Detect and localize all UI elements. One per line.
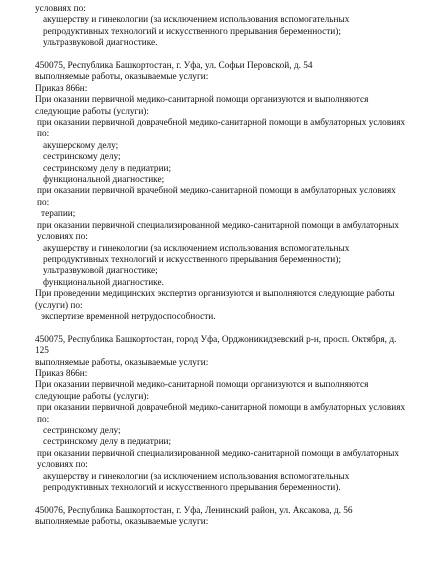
document-line: сестринскому делу в педиатрии; (43, 437, 172, 448)
document-line: сестринскому делу; (43, 426, 121, 436)
document-line: условиях по: (35, 4, 86, 14)
block-spacer (35, 50, 410, 61)
document-line: 450075, Республика Башкортостан, город Уфа, Орджоникидзевский р-н, просп. Октября, д. 125 (35, 334, 399, 357)
document-line: при оказании первичной специализированной медико-санитарной помощи в амбулаторных условиях по: (37, 220, 402, 243)
document-line: при оказании первичной доврачебной медико-санитарной помощи в амбулаторных условиях по: (37, 118, 408, 140)
document-line: выполняемые работы, оказываемые услуги: (35, 517, 209, 528)
document-line: при оказании первичной специализированной медико-санитарной помощи в амбулаторных условиях по: (37, 448, 402, 471)
address-block (35, 61, 410, 323)
document-line: терапии; (41, 209, 76, 220)
document-line: функциональной диагностике; (43, 175, 165, 186)
document-line: При проведении медицинских экспертиз организуются и выполняются следующие работы (услуги) по: (35, 289, 397, 311)
document-line: 450075, Республика Башкортостан, г. Уфа, ул. Софьи Перовской, д. 54 (35, 61, 313, 72)
document-line: ультразвуковой диагностике; (43, 266, 158, 277)
document-line: акушерству и гинекологии (за исключением использования вспомогательных репродуктивных технологий и искусственного прерывания беременности); (43, 243, 352, 265)
address-block (35, 506, 410, 529)
document-line: Приказ 866н: (35, 83, 88, 94)
document-line: акушерству и гинекологии (за исключением использования вспомогательных репродуктивных технологий и искусственного прерывания беременности). (43, 471, 352, 494)
document-line: акушерскому делу; (43, 140, 119, 151)
document-body (35, 4, 410, 529)
document-line: сестринскому делу в педиатрии; (43, 163, 172, 174)
document-line: выполняемые работы, оказываемые услуги: (35, 357, 209, 368)
document-line: функциональной диагностике. (43, 277, 164, 288)
document-line: При оказании первичной медико-санитарной помощи организуются и выполняются следующие работы (услуги): (35, 95, 371, 117)
document-line: при оказании первичной доврачебной медико-санитарной помощи в амбулаторных условиях по: (37, 403, 408, 425)
block-spacer (35, 323, 410, 334)
document-line: выполняемые работы, оказываемые услуги: (35, 72, 209, 83)
document-line: ультразвуковой диагностике. (43, 38, 158, 49)
address-block (35, 335, 410, 495)
document-line: сестринскому делу; (43, 152, 121, 163)
intro-block (35, 4, 410, 50)
document-line: При оказании первичной медико-санитарной помощи организуются и выполняются следующие работы (услуги): (35, 380, 371, 402)
block-spacer (35, 494, 410, 505)
document-line: 450076, Республика Башкортостан, г. Уфа, Ленинский район, ул. Аксакова, д. 56 (35, 505, 353, 516)
document-line: Приказ 866н: (35, 368, 88, 379)
document-line: при оказании первичной врачебной медико-санитарной помощи в амбулаторных условиях по: (37, 186, 399, 208)
document-line: экспертизе временной нетрудоспособности. (41, 311, 216, 322)
document-line: акушерству и гинекологии (за исключением использования вспомогательных репродуктивных технологий и искусственного прерывания беременности); (43, 15, 352, 37)
